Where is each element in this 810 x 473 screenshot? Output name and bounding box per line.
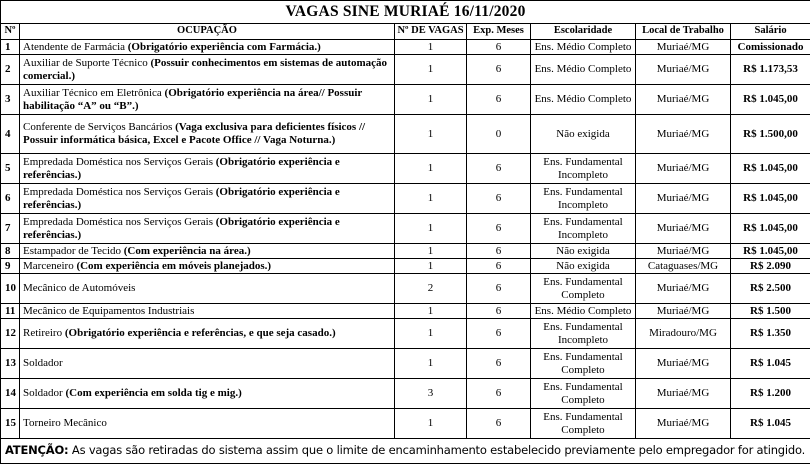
table-row xyxy=(1,40,810,55)
occupation-requirement: (Obrigatório experiência e referências.) xyxy=(23,155,340,181)
row-occupation xyxy=(20,274,395,304)
row-salary: R$ 1.173,53 xyxy=(731,55,810,85)
row-location: Cataguases/MG xyxy=(636,259,731,274)
occupation-requirement: (Obrigatório experiência com Farmácia.) xyxy=(125,40,321,53)
occupation-title: Retireiro xyxy=(23,327,63,340)
table-row xyxy=(1,154,810,184)
row-location: Miradouro/MG xyxy=(636,319,731,349)
row-vacancies: 1 xyxy=(395,115,467,154)
table-row xyxy=(1,244,810,259)
occupation-title: Atendente de Farmácia xyxy=(23,40,126,53)
header-number: Nº xyxy=(1,24,20,40)
row-education: Não exigida xyxy=(531,115,636,154)
header-education: Escolaridade xyxy=(531,24,636,40)
row-number: 11 xyxy=(1,304,20,319)
row-number: 4 xyxy=(1,115,20,154)
row-experience: 6 xyxy=(467,40,531,55)
table-row xyxy=(1,274,810,304)
row-salary: R$ 1.045,00 xyxy=(731,85,810,115)
row-number: 13 xyxy=(1,349,20,379)
row-salary: R$ 1.045,00 xyxy=(731,154,810,184)
row-occupation xyxy=(20,409,395,439)
row-location: Muriaé/MG xyxy=(636,40,731,55)
row-vacancies: 3 xyxy=(395,379,467,409)
occupation-title: Mecânico de Automóveis xyxy=(23,282,136,295)
row-number: 7 xyxy=(1,214,20,244)
row-experience: 6 xyxy=(467,409,531,439)
footer-notice xyxy=(1,439,810,464)
row-number: 3 xyxy=(1,85,20,115)
row-experience: 6 xyxy=(467,259,531,274)
occupation-requirement: (Obrigatório experiência na área// Possuir habilitação “A” ou “B”.) xyxy=(23,86,363,112)
row-salary: R$ 2.090 xyxy=(731,259,810,274)
row-experience: 6 xyxy=(467,304,531,319)
row-vacancies: 1 xyxy=(395,184,467,214)
occupation-title: Soldador xyxy=(23,357,63,370)
row-education: Ens. Fundamental Completo xyxy=(531,274,636,304)
row-location: Muriaé/MG xyxy=(636,244,731,259)
row-salary: R$ 1.045,00 xyxy=(731,244,810,259)
table-body xyxy=(1,40,810,439)
table-row xyxy=(1,184,810,214)
occupation-requirement: (Obrigatório experiência e referências, e que seja casado.) xyxy=(62,327,336,340)
row-salary: R$ 1.200 xyxy=(731,379,810,409)
row-number: 8 xyxy=(1,244,20,259)
occupation-title: Auxiliar Técnico em Eletrônica xyxy=(23,86,162,99)
row-location: Muriaé/MG xyxy=(636,379,731,409)
row-experience: 6 xyxy=(467,214,531,244)
row-education: Ens. Médio Completo xyxy=(531,55,636,85)
row-experience: 6 xyxy=(467,274,531,304)
occupation-requirement: (Possuir conhecimentos em sistemas de automação comercial.) xyxy=(23,56,388,82)
row-experience: 6 xyxy=(467,379,531,409)
row-vacancies: 1 xyxy=(395,85,467,115)
occupation-title: Mecânico de Equipamentos Industriais xyxy=(23,304,195,317)
row-salary: R$ 1.350 xyxy=(731,319,810,349)
row-location: Muriaé/MG xyxy=(636,55,731,85)
table-row xyxy=(1,379,810,409)
row-experience: 6 xyxy=(467,319,531,349)
row-number: 1 xyxy=(1,40,20,55)
row-occupation xyxy=(20,85,395,115)
row-salary: R$ 1.045,00 xyxy=(731,214,810,244)
row-education: Não exigida xyxy=(531,244,636,259)
row-occupation xyxy=(20,304,395,319)
occupation-title: Auxiliar de Suporte Técnico xyxy=(23,56,148,69)
table-row xyxy=(1,85,810,115)
row-experience: 6 xyxy=(467,85,531,115)
row-location: Muriaé/MG xyxy=(636,85,731,115)
row-occupation xyxy=(20,40,395,55)
row-occupation xyxy=(20,319,395,349)
row-vacancies: 2 xyxy=(395,274,467,304)
table-row xyxy=(1,409,810,439)
row-number: 2 xyxy=(1,55,20,85)
occupation-title: Empredada Doméstica nos Serviços Gerais xyxy=(23,155,213,168)
row-education: Ens. Fundamental Incompleto xyxy=(531,184,636,214)
table-row xyxy=(1,55,810,85)
row-occupation xyxy=(20,55,395,85)
row-number: 10 xyxy=(1,274,20,304)
footer-notice-lead: ATENÇÃO: xyxy=(5,443,69,458)
occupation-requirement: (Obrigatório experiência e referências.) xyxy=(23,185,340,211)
row-vacancies: 1 xyxy=(395,319,467,349)
row-location: Muriaé/MG xyxy=(636,349,731,379)
row-experience: 6 xyxy=(467,349,531,379)
row-occupation xyxy=(20,244,395,259)
row-salary: R$ 2.500 xyxy=(731,274,810,304)
row-vacancies: 1 xyxy=(395,349,467,379)
row-occupation xyxy=(20,184,395,214)
row-salary: R$ 1.045 xyxy=(731,409,810,439)
row-vacancies: 1 xyxy=(395,40,467,55)
occupation-requirement: (Vaga exclusiva para deficientes físicos // Possuir informática básica, Excel e Pacote Office // Vaga Noturna.) xyxy=(23,121,366,146)
row-education: Ens. Fundamental Completo xyxy=(531,409,636,439)
occupation-title: Empredada Doméstica nos Serviços Gerais xyxy=(23,215,213,228)
row-number: 6 xyxy=(1,184,20,214)
row-education: Ens. Fundamental Incompleto xyxy=(531,319,636,349)
row-vacancies: 1 xyxy=(395,304,467,319)
row-education: Ens. Médio Completo xyxy=(531,85,636,115)
row-occupation xyxy=(20,154,395,184)
row-education: Ens. Fundamental Completo xyxy=(531,349,636,379)
row-number: 5 xyxy=(1,154,20,184)
row-salary: R$ 1.500 xyxy=(731,304,810,319)
header-vacancies: Nº DE VAGAS xyxy=(395,24,467,40)
row-number: 15 xyxy=(1,409,20,439)
row-education: Não exigida xyxy=(531,259,636,274)
row-salary: R$ 1.045 xyxy=(731,349,810,379)
row-number: 9 xyxy=(1,259,20,274)
row-experience: 0 xyxy=(467,115,531,154)
occupation-title: Torneiro Mecânico xyxy=(23,417,107,430)
row-occupation xyxy=(20,349,395,379)
occupation-title: Estampador de Tecido xyxy=(23,244,121,257)
row-vacancies: 1 xyxy=(395,154,467,184)
row-occupation xyxy=(20,115,395,154)
footer-notice-text: As vagas são retiradas do sistema assim que o limite de encaminhamento estabelecido previamente pelo empregador for atingido. xyxy=(68,443,806,458)
occupation-requirement: (Obrigatório experiência e referências.) xyxy=(23,215,340,241)
row-vacancies: 1 xyxy=(395,409,467,439)
row-salary: R$ 1.500,00 xyxy=(731,115,810,154)
row-vacancies: 1 xyxy=(395,259,467,274)
row-number: 12 xyxy=(1,319,20,349)
row-location: Muriaé/MG xyxy=(636,154,731,184)
occupation-requirement: (Com experiência em móveis planejados.) xyxy=(73,259,272,272)
row-occupation xyxy=(20,214,395,244)
table-row xyxy=(1,319,810,349)
row-location: Muriaé/MG xyxy=(636,184,731,214)
table-header-row xyxy=(1,24,810,40)
table-row xyxy=(1,259,810,274)
occupation-title: Conferente de Serviços Bancários xyxy=(23,121,173,134)
header-salary: Salário xyxy=(731,24,810,40)
header-experience: Exp. Meses xyxy=(467,24,531,40)
row-salary: R$ 1.045,00 xyxy=(731,184,810,214)
row-location: Muriaé/MG xyxy=(636,304,731,319)
occupation-requirement: (Com experiência na área.) xyxy=(121,244,251,257)
row-occupation xyxy=(20,259,395,274)
table-row xyxy=(1,349,810,379)
row-number: 14 xyxy=(1,379,20,409)
row-location: Muriaé/MG xyxy=(636,214,731,244)
row-vacancies: 1 xyxy=(395,214,467,244)
occupation-requirement: (Com experiência em solda tig e mig.) xyxy=(62,387,242,400)
row-location: Muriaé/MG xyxy=(636,409,731,439)
row-education: Ens. Fundamental Incompleto xyxy=(531,214,636,244)
occupation-title: Soldador xyxy=(23,387,63,400)
row-experience: 6 xyxy=(467,184,531,214)
row-experience: 6 xyxy=(467,244,531,259)
row-education: Ens. Médio Completo xyxy=(531,40,636,55)
row-location: Muriaé/MG xyxy=(636,115,731,154)
row-salary: Comissionado xyxy=(731,40,810,55)
row-education: Ens. Fundamental Completo xyxy=(531,379,636,409)
header-location: Local de Trabalho xyxy=(636,24,731,40)
row-education: Ens. Fundamental Incompleto xyxy=(531,154,636,184)
row-vacancies: 1 xyxy=(395,55,467,85)
row-vacancies: 1 xyxy=(395,244,467,259)
table-row xyxy=(1,115,810,154)
occupation-title: Empredada Doméstica nos Serviços Gerais xyxy=(23,185,213,198)
row-location: Muriaé/MG xyxy=(636,274,731,304)
row-occupation xyxy=(20,379,395,409)
row-experience: 6 xyxy=(467,154,531,184)
row-education: Ens. Médio Completo xyxy=(531,304,636,319)
page-title: VAGAS SINE MURIAÉ 16/11/2020 xyxy=(1,1,810,24)
header-occupation: OCUPAÇÃO xyxy=(20,24,395,40)
table-row xyxy=(1,214,810,244)
table-row xyxy=(1,304,810,319)
occupation-title: Marceneiro xyxy=(23,259,74,272)
row-experience: 6 xyxy=(467,55,531,85)
